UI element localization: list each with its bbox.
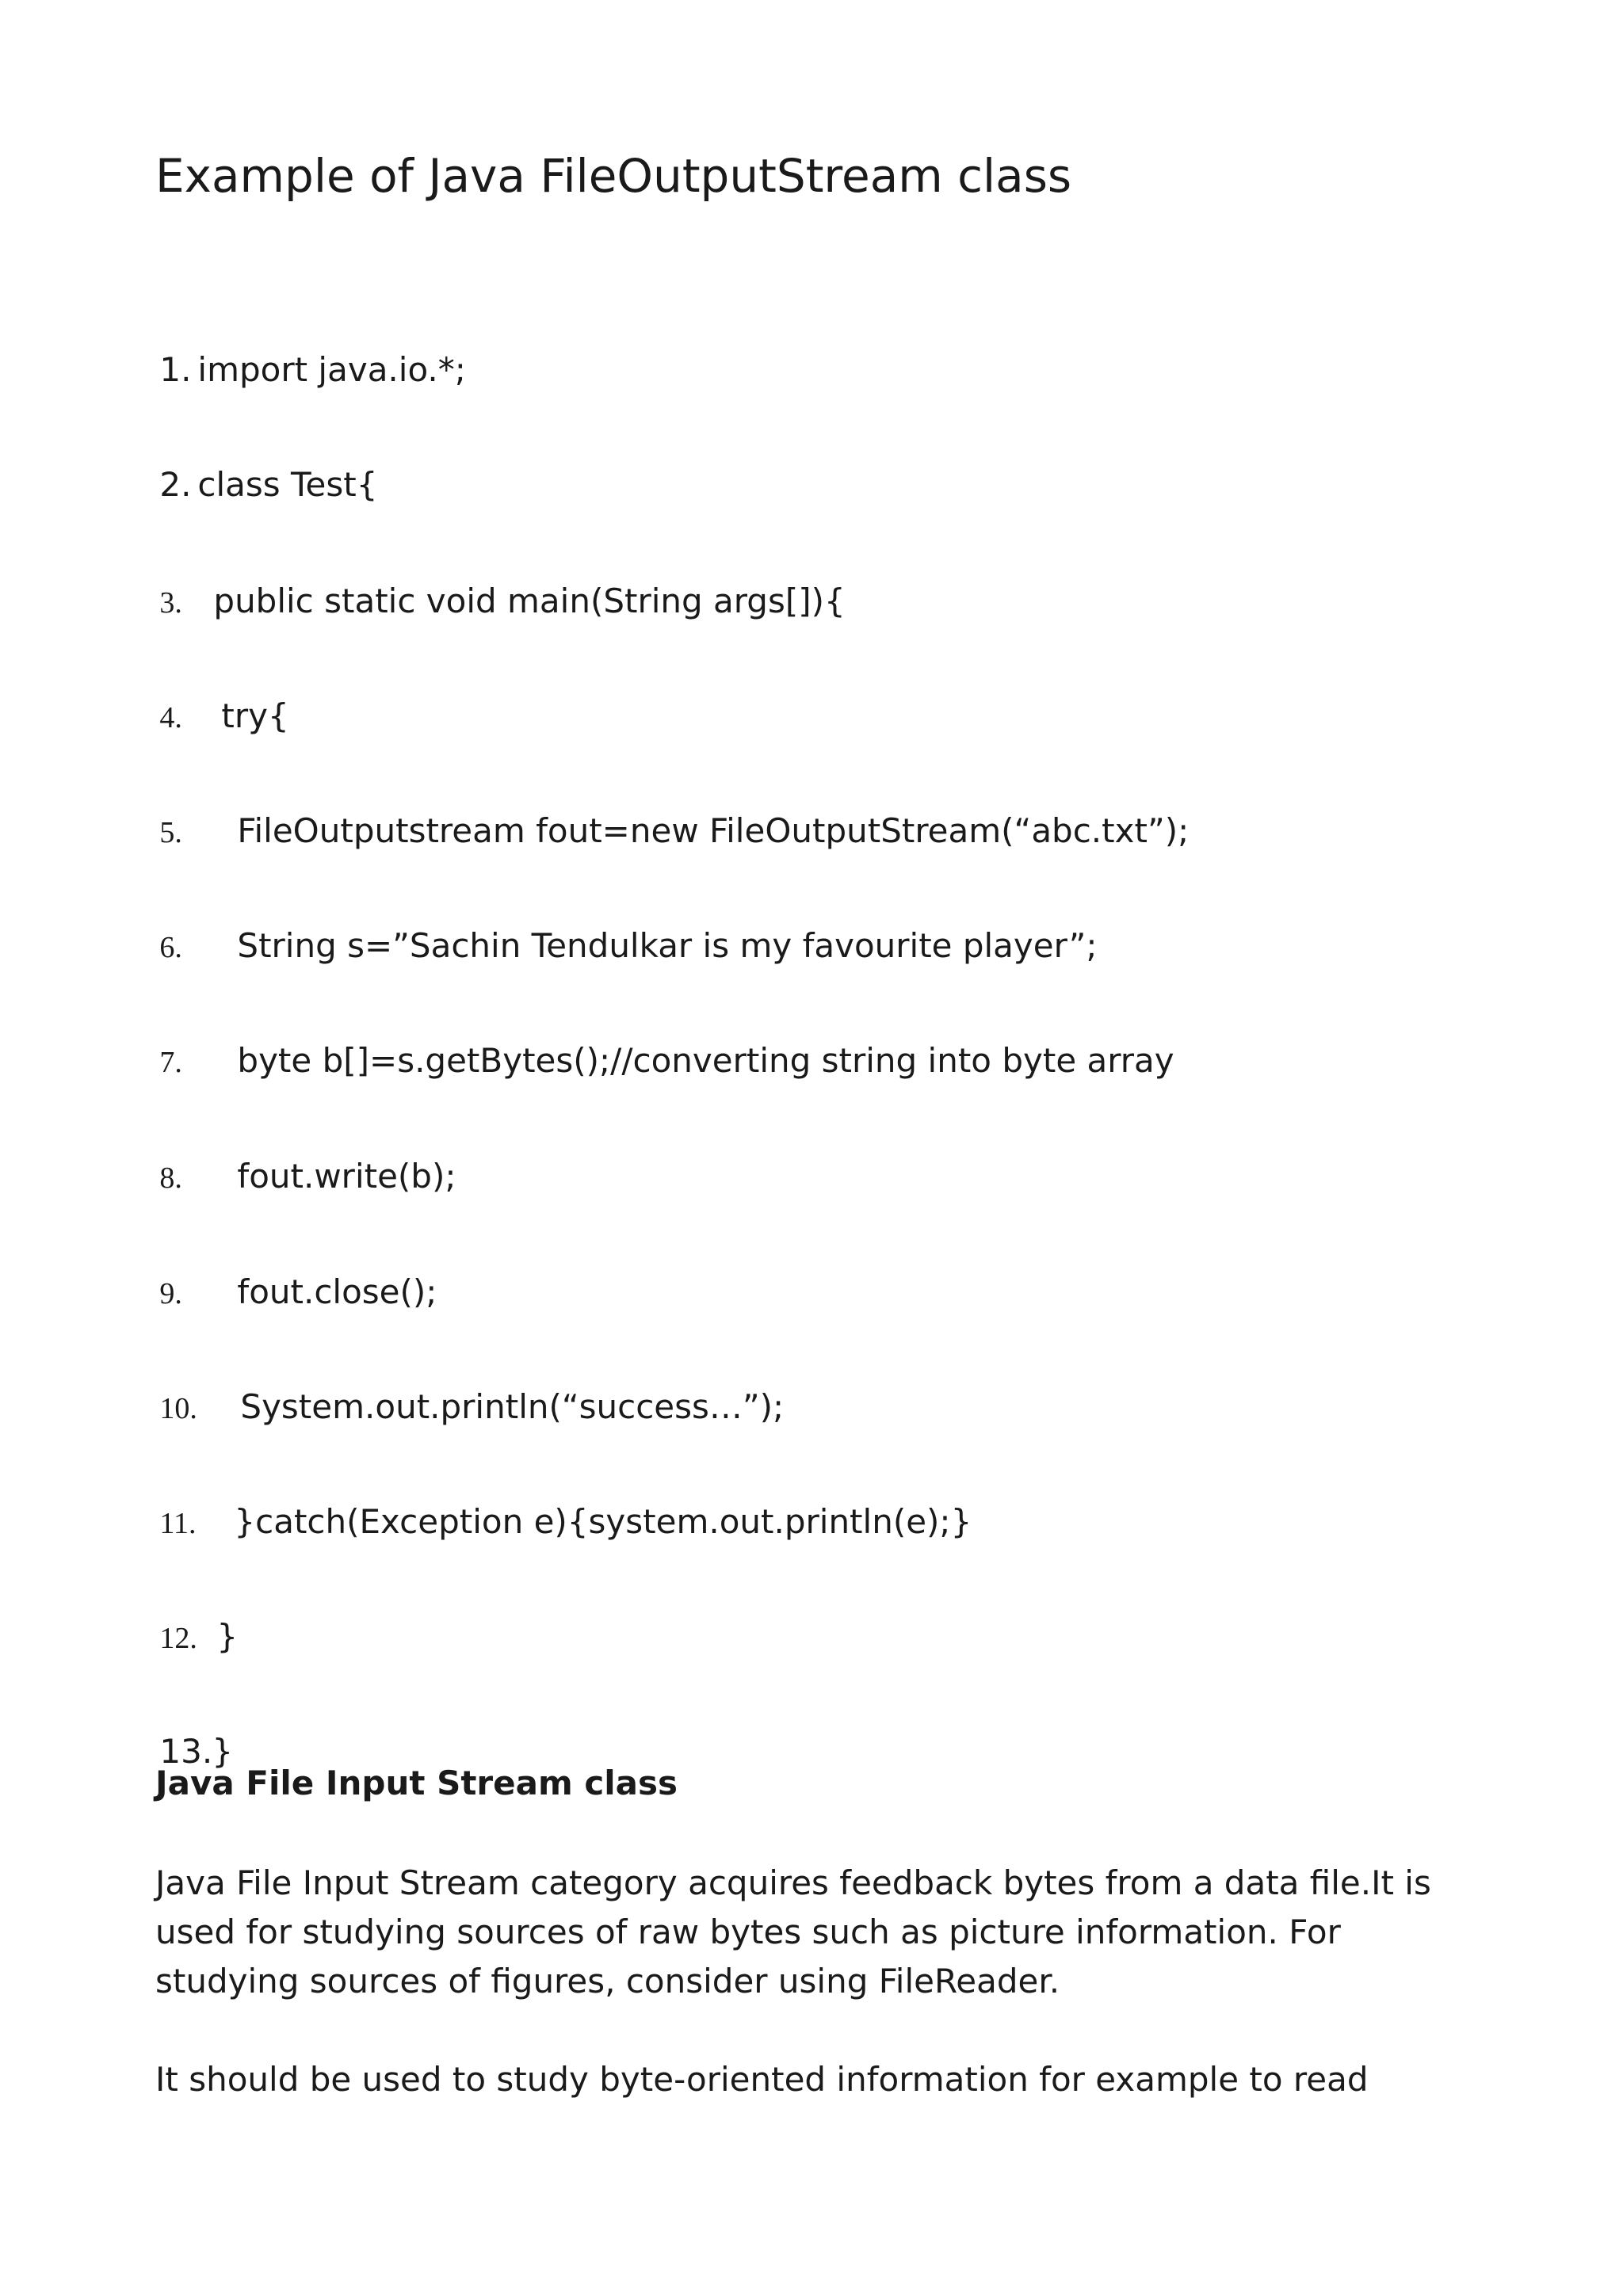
code-text: public static void main(String args[]){ xyxy=(213,582,846,621)
code-line xyxy=(117,542,846,662)
code-text: FileOutputstream fout=new FileOutputStream(“abc.txt”); xyxy=(237,811,1190,851)
code-line xyxy=(117,425,377,545)
code-line xyxy=(117,1233,437,1352)
code-text: fout.close(); xyxy=(237,1272,437,1312)
line-number: 13. xyxy=(159,1732,213,1772)
code-text: class Test{ xyxy=(197,465,378,505)
section-heading: Java File Input Stream class xyxy=(155,1764,678,1802)
code-line xyxy=(117,1348,784,1467)
paragraph: Java File Input Stream category acquires feedback bytes from a data file.It is used for studying sources of raw bytes such as picture information. For studying sources of figures, consider using FileReader. xyxy=(155,1863,1431,2000)
code-line xyxy=(117,887,1098,1006)
line-number: 5. xyxy=(159,816,182,850)
code-line xyxy=(117,311,466,430)
line-number: 4. xyxy=(159,701,182,735)
line-number: 7. xyxy=(159,1046,182,1080)
code-text: } xyxy=(216,1617,239,1657)
paragraph: It should be used to study byte-oriented information for example to read xyxy=(155,2060,1369,2099)
code-text: }catch(Exception e){system.out.println(e);} xyxy=(234,1502,972,1542)
code-text: import java.io.*; xyxy=(197,350,466,390)
code-text: String s=”Sachin Tendulkar is my favourite player”; xyxy=(237,926,1098,966)
line-number: 10. xyxy=(159,1392,197,1426)
code-text: } xyxy=(212,1732,234,1772)
code-text: System.out.println(“success…”); xyxy=(240,1387,785,1427)
code-line xyxy=(117,657,289,776)
line-number: 12. xyxy=(159,1622,197,1656)
code-line xyxy=(117,1577,238,1697)
line-number: 8. xyxy=(159,1161,182,1196)
line-number: 9. xyxy=(159,1277,182,1311)
code-text: byte b[]=s.getBytes();//converting string into byte array xyxy=(237,1041,1174,1081)
code-line xyxy=(117,772,1189,891)
code-line xyxy=(117,1001,1174,1121)
line-number: 2. xyxy=(159,465,192,505)
line-number: 3. xyxy=(159,586,182,620)
line-number: 1. xyxy=(159,350,192,390)
code-line xyxy=(117,1463,972,1582)
code-text: try{ xyxy=(221,696,289,736)
line-number: 6. xyxy=(159,931,182,965)
code-line xyxy=(117,1117,456,1237)
line-number: 11. xyxy=(159,1507,197,1541)
code-text: fout.write(b); xyxy=(237,1157,456,1196)
page-title: Example of Java FileOutputStream class xyxy=(155,149,1072,203)
